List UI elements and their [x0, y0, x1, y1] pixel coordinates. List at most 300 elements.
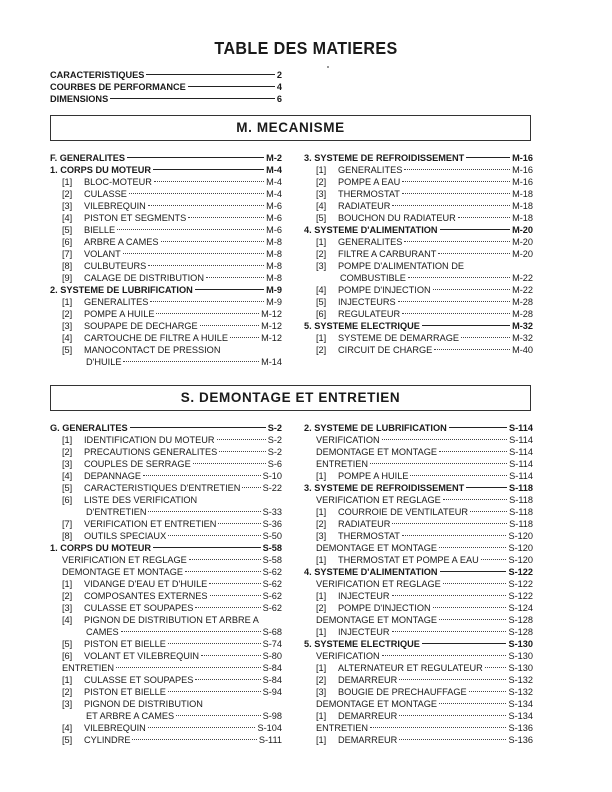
entry-page: M-9: [266, 285, 282, 295]
entry-page: S-10: [262, 471, 282, 481]
leader-dots: [123, 253, 264, 254]
entry-page: S-62: [262, 579, 282, 589]
toc-entry[interactable]: [50, 518, 282, 530]
entry-label: [3] THERMOSTAT: [316, 189, 400, 199]
entry-page: M-8: [266, 273, 282, 283]
entry-page: M-28: [512, 297, 533, 307]
toc-entry[interactable]: [50, 200, 282, 212]
toc-entry-first-line[interactable]: [50, 698, 282, 710]
leader-dots: [402, 313, 510, 314]
leader-dots: [168, 643, 261, 644]
leader-dots: [399, 679, 506, 680]
toc-entry[interactable]: [304, 626, 533, 638]
leader-dots: [161, 241, 265, 242]
entry-number: [1]: [62, 675, 73, 685]
leader-dots: [382, 439, 508, 440]
entry-label: [1] INJECTEUR: [316, 627, 390, 637]
entry-label: 3. SYSTEME DE REFROIDISSEMENT: [304, 153, 465, 163]
leader-dots: [230, 337, 259, 338]
leader-dots: [132, 739, 256, 740]
entry-page: S-132: [508, 687, 533, 697]
entry-page: S-122: [508, 579, 533, 589]
toc-entry[interactable]: [50, 188, 282, 200]
entry-number: [2]: [62, 189, 73, 199]
toc-subheading-entry[interactable]: [304, 458, 533, 470]
leader-line: [130, 427, 266, 428]
toc-heading-entry[interactable]: [304, 638, 533, 650]
entry-label: [1] DEMARREUR: [316, 711, 398, 721]
leader-dots: [370, 727, 506, 728]
toc-entry-first-line[interactable]: [50, 494, 282, 506]
entry-page: M-12: [261, 321, 282, 331]
toc-heading-entry[interactable]: [304, 422, 533, 434]
entry-number: [2]: [316, 603, 327, 613]
toc-entry[interactable]: [304, 470, 533, 482]
leader-line: [466, 157, 510, 158]
demontage-left-column: [50, 422, 282, 746]
toc-entry[interactable]: [50, 81, 282, 93]
entry-number: [5]: [62, 639, 73, 649]
toc-entry[interactable]: [50, 578, 282, 590]
leader-dots: [461, 337, 510, 338]
leader-dots: [392, 205, 510, 206]
entry-number: [3]: [62, 603, 73, 613]
entry-page: S-130: [508, 651, 533, 661]
entry-number: [4]: [62, 471, 73, 481]
toc-entry[interactable]: [50, 674, 282, 686]
toc-entry[interactable]: [50, 248, 282, 260]
leader-dots: [439, 619, 506, 620]
entry-page: S-120: [508, 555, 533, 565]
entry-label: [2] PRECAUTIONS GENERALITES: [62, 447, 218, 457]
entry-page: S-98: [262, 711, 282, 721]
entry-number: [4]: [62, 333, 73, 343]
leader-dots: [402, 181, 510, 182]
entry-label: [1] DEMARREUR: [316, 735, 398, 745]
toc-subheading-entry[interactable]: [304, 494, 533, 506]
leader-line: [422, 325, 510, 326]
entry-page: S-118: [508, 483, 533, 493]
toc-entry[interactable]: [50, 434, 282, 446]
entry-page: S-132: [508, 675, 533, 685]
toc-entry[interactable]: [50, 470, 282, 482]
entry-label: [2] COMPOSANTES EXTERNES: [62, 591, 208, 601]
entry-page: S-68: [262, 627, 282, 637]
entry-page: S-128: [508, 615, 533, 625]
entry-label: [2] POMPE A EAU: [316, 177, 401, 187]
toc-entry[interactable]: [50, 272, 282, 284]
entry-number: [1]: [316, 735, 327, 745]
entry-page: S-118: [509, 495, 533, 505]
entry-label: [2] FILTRE A CARBURANT: [316, 249, 437, 259]
toc-subheading-entry[interactable]: [50, 662, 282, 674]
toc-heading-entry[interactable]: [50, 542, 282, 554]
entry-page: S-36: [262, 519, 282, 529]
toc-subheading-entry[interactable]: [50, 554, 282, 566]
toc-entry[interactable]: [304, 284, 533, 296]
entry-page: M-22: [512, 285, 533, 295]
entry-page: S-6: [267, 459, 282, 469]
entry-label: D'ENTRETIEN: [86, 507, 147, 517]
entry-page: S-104: [257, 723, 282, 733]
toc-entry-continuation[interactable]: [50, 356, 282, 368]
entry-label: [3] THERMOSTAT: [316, 531, 400, 541]
toc-subheading-entry[interactable]: [304, 446, 533, 458]
leader-dots: [210, 595, 261, 596]
entry-page: M-18: [512, 189, 533, 199]
leader-dots: [195, 607, 260, 608]
entry-label: [3] COUPLES DE SERRAGE: [62, 459, 191, 469]
toc-entry[interactable]: [50, 458, 282, 470]
entry-page: M-14: [261, 357, 282, 367]
toc-entry[interactable]: [50, 212, 282, 224]
toc-entry[interactable]: [304, 602, 533, 614]
toc-entry[interactable]: [304, 344, 533, 356]
entry-label: 3. SYSTEME DE REFROIDISSEMENT: [304, 483, 465, 493]
entry-number: [1]: [62, 435, 73, 445]
leader-dots: [217, 439, 266, 440]
entry-label: [2] CIRCUIT DE CHARGE: [316, 345, 433, 355]
entry-label: [2] POMPE A HUILE: [62, 309, 155, 319]
toc-entry[interactable]: [304, 710, 533, 722]
demontage-right-column: [304, 422, 533, 746]
leader-dots: [195, 679, 260, 680]
entry-page: M-8: [266, 249, 282, 259]
mecanisme-right-column: [304, 152, 533, 356]
toc-subheading-entry[interactable]: [304, 614, 533, 626]
entry-page: S-130: [508, 663, 533, 673]
entry-number: [1]: [316, 627, 327, 637]
toc-heading-entry[interactable]: [50, 152, 282, 164]
toc-entry[interactable]: [50, 332, 282, 344]
toc-entry-continuation[interactable]: [50, 626, 282, 638]
toc-entry[interactable]: [304, 200, 533, 212]
entry-page: S-120: [508, 531, 533, 541]
entry-page: S-80: [262, 651, 282, 661]
entry-number: [2]: [62, 687, 73, 697]
leader-dots: [189, 559, 261, 560]
entry-page: S-111: [258, 735, 282, 745]
leader-dots: [148, 205, 264, 206]
entry-page: M-6: [266, 225, 282, 235]
entry-page: M-8: [266, 261, 282, 271]
entry-page: M-6: [266, 201, 282, 211]
section-heading-mecanisme: M. MECANISME: [50, 115, 531, 141]
toc-entry[interactable]: [50, 734, 282, 746]
toc-heading-entry[interactable]: [304, 224, 533, 236]
toc-heading-entry[interactable]: [304, 566, 533, 578]
entry-page: M-4: [266, 189, 282, 199]
leader-dots: [402, 193, 510, 194]
leader-dots: [469, 691, 507, 692]
entry-label: 5. SYSTEME ELECTRIQUE: [304, 639, 420, 649]
leader-dots: [404, 169, 510, 170]
toc-entry[interactable]: [304, 248, 533, 260]
toc-entry[interactable]: [304, 734, 533, 746]
entry-page: M-4: [266, 165, 282, 175]
entry-page: S-74: [262, 639, 282, 649]
entry-label: [1] COURROIE DE VENTILATEUR: [316, 507, 469, 517]
entry-page: S-124: [508, 603, 533, 613]
toc-entry[interactable]: [304, 674, 533, 686]
entry-number: [6]: [316, 309, 327, 319]
entry-number: [3]: [62, 459, 73, 469]
entry-label: [5] CYLINDRE: [62, 735, 131, 745]
toc-heading-entry[interactable]: [50, 422, 282, 434]
entry-number: [6]: [62, 651, 73, 661]
toc-entry[interactable]: [50, 308, 282, 320]
entry-label: 2. SYSTEME DE LUBRIFICATION: [304, 423, 447, 433]
leader-dots: [458, 217, 510, 218]
entry-number: [7]: [62, 519, 73, 529]
leader-dots: [433, 289, 510, 290]
toc-entry[interactable]: [50, 93, 282, 105]
entry-label: [1] GENERALITES: [316, 165, 403, 175]
toc-entry[interactable]: [304, 296, 533, 308]
entry-page: M-22: [512, 273, 533, 283]
entry-page: M-16: [512, 165, 533, 175]
leader-dots: [193, 463, 266, 464]
entry-label: [1] GENERALITES: [62, 297, 149, 307]
toc-entry[interactable]: [304, 212, 533, 224]
entry-label: [6] REGULATEUR: [316, 309, 401, 319]
toc-entry[interactable]: [50, 320, 282, 332]
toc-entry[interactable]: [50, 602, 282, 614]
entry-label: ENTRETIEN: [316, 723, 369, 733]
leader-line: [153, 169, 264, 170]
entry-page: M-40: [512, 345, 533, 355]
entry-label: [3] SOUPAPE DE DECHARGE: [62, 321, 198, 331]
entry-label: [3] PIGNON DE DISTRIBUTION: [62, 699, 203, 709]
entry-label: [1] GENERALITES: [316, 237, 403, 247]
toc-entry[interactable]: [304, 590, 533, 602]
toc-entry[interactable]: [304, 188, 533, 200]
entry-page: M-32: [512, 321, 533, 331]
toc-entry[interactable]: [304, 554, 533, 566]
toc-entry[interactable]: [304, 236, 533, 248]
leader-dots: [404, 241, 510, 242]
entry-number: [1]: [316, 555, 327, 565]
entry-page: M-18: [512, 213, 533, 223]
toc-entry[interactable]: [304, 662, 533, 674]
entry-number: [2]: [316, 345, 327, 355]
toc-entry[interactable]: [50, 446, 282, 458]
toc-heading-entry[interactable]: [304, 482, 533, 494]
entry-label: [4] RADIATEUR: [316, 201, 391, 211]
entry-page: M-4: [266, 177, 282, 187]
leader-dots: [402, 535, 507, 536]
entry-number: [3]: [62, 201, 73, 211]
toc-entry[interactable]: [50, 650, 282, 662]
leader-dots: [433, 607, 507, 608]
entry-label: [5] MANOCONTACT DE PRESSION: [62, 345, 221, 355]
entry-label: [6] VOLANT ET VILEBREQUIN: [62, 651, 200, 661]
leader-dots: [123, 361, 259, 362]
entry-page: S-122: [508, 591, 533, 601]
entry-number: [5]: [316, 213, 327, 223]
entry-number: [1]: [316, 165, 327, 175]
entry-number: [1]: [316, 471, 327, 481]
entry-label: [5] CARACTERISTIQUES D'ENTRETIEN: [62, 483, 241, 493]
entry-page: M-20: [512, 225, 533, 235]
entry-page: S-136: [508, 723, 533, 733]
entry-page: 4: [276, 82, 282, 92]
leader-line: [146, 74, 274, 75]
toc-entry[interactable]: [50, 69, 282, 81]
toc-entry[interactable]: [50, 638, 282, 650]
entry-label: 2. SYSTEME DE LUBRIFICATION: [50, 285, 193, 295]
toc-entry[interactable]: [304, 332, 533, 344]
toc-entry-first-line[interactable]: [50, 614, 282, 626]
toc-entry[interactable]: [50, 686, 282, 698]
toc-entry[interactable]: [50, 176, 282, 188]
entry-number: [3]: [316, 189, 327, 199]
entry-number: [5]: [62, 345, 73, 355]
toc-entry-continuation[interactable]: [304, 272, 533, 284]
toc-entry[interactable]: [50, 296, 282, 308]
entry-page: S-22: [262, 483, 282, 493]
entry-number: [1]: [62, 579, 73, 589]
toc-subheading-entry[interactable]: [304, 578, 533, 590]
entry-label: [3] CULASSE ET SOUPAPES: [62, 603, 194, 613]
toc-entry-first-line[interactable]: [304, 260, 533, 272]
entry-label: [2] DEMARREUR: [316, 675, 398, 685]
leader-dots: [410, 475, 507, 476]
leader-line: [195, 289, 264, 290]
leader-dots: [242, 487, 260, 488]
leader-dots: [200, 325, 259, 326]
entry-number: [8]: [62, 531, 73, 541]
entry-label: [4] CARTOUCHE DE FILTRE A HUILE: [62, 333, 228, 343]
entry-label: COMBUSTIBLE: [340, 273, 406, 283]
entry-page: S-122: [508, 567, 533, 577]
entry-number: [6]: [62, 495, 73, 505]
entry-page: 2: [276, 70, 282, 80]
leader-dots: [439, 547, 506, 548]
entry-label: [4] POMPE D'INJECTION: [316, 285, 431, 295]
entry-label: [2] PISTON ET BIELLE: [62, 687, 166, 697]
leader-dots: [129, 193, 264, 194]
entry-label: [1] BLOC-MOTEUR: [62, 177, 152, 187]
entry-page: S-130: [508, 639, 533, 649]
entry-label: [1] THERMOSTAT ET POMPE A EAU: [316, 555, 479, 565]
entry-number: [2]: [316, 519, 327, 529]
toc-entry[interactable]: [50, 224, 282, 236]
toc-entry[interactable]: [304, 308, 533, 320]
leader-dots: [185, 571, 261, 572]
entry-page: S-114: [508, 423, 533, 433]
entry-page: S-2: [267, 447, 282, 457]
toc-subheading-entry[interactable]: [304, 698, 533, 710]
entry-label: ENTRETIEN: [62, 663, 115, 673]
toc-subheading-entry[interactable]: [304, 542, 533, 554]
leader-dots: [485, 667, 507, 668]
entry-label: VERIFICATION: [316, 435, 380, 445]
toc-entry[interactable]: [50, 236, 282, 248]
toc-entry[interactable]: [304, 164, 533, 176]
entry-number: [4]: [316, 201, 327, 211]
toc-heading-entry[interactable]: [50, 284, 282, 296]
entry-label: COURBES DE PERFORMANCE: [50, 82, 186, 92]
toc-subheading-entry[interactable]: [304, 722, 533, 734]
leader-dots: [443, 583, 507, 584]
toc-entry[interactable]: [50, 590, 282, 602]
toc-entry[interactable]: [50, 530, 282, 542]
speck-mark: [327, 66, 329, 68]
entry-page: M-20: [512, 249, 533, 259]
entry-page: S-62: [262, 567, 282, 577]
entry-number: [2]: [62, 309, 73, 319]
leader-dots: [398, 301, 510, 302]
toc-entry-continuation[interactable]: [50, 506, 282, 518]
entry-label: DEMONTAGE ET MONTAGE: [316, 615, 437, 625]
toc-heading-entry[interactable]: [304, 320, 533, 332]
entry-label: [4] PISTON ET SEGMENTS: [62, 213, 187, 223]
entry-number: [6]: [62, 237, 73, 247]
entry-page: S-136: [508, 735, 533, 745]
leader-dots: [392, 631, 507, 632]
entry-page: S-114: [509, 447, 533, 457]
leader-dots: [168, 535, 260, 536]
leader-dots: [121, 631, 261, 632]
entry-label: VERIFICATION ET REGLAGE: [316, 579, 441, 589]
leader-dots: [188, 217, 264, 218]
toc-entry-continuation[interactable]: [50, 710, 282, 722]
entry-page: S-58: [262, 555, 282, 565]
entry-number: [1]: [316, 663, 327, 673]
entry-label: VERIFICATION: [316, 651, 380, 661]
entry-number: [4]: [316, 285, 327, 295]
toc-heading-entry[interactable]: [304, 152, 533, 164]
leader-dots: [148, 265, 264, 266]
entry-label: [8] OUTILS SPECIAUX: [62, 531, 167, 541]
entry-label: [7] VOLANT: [62, 249, 121, 259]
entry-page: M-12: [261, 309, 282, 319]
toc-entry[interactable]: [50, 722, 282, 734]
leader-dots: [168, 691, 261, 692]
toc-entry[interactable]: [304, 176, 533, 188]
toc-entry[interactable]: [50, 260, 282, 272]
toc-heading-entry[interactable]: [50, 164, 282, 176]
leader-dots: [148, 511, 260, 512]
entry-label: DEMONTAGE ET MONTAGE: [316, 543, 437, 553]
entry-page: S-114: [509, 459, 533, 469]
toc-entry[interactable]: [304, 518, 533, 530]
entry-label: [1] IDENTIFICATION DU MOTEUR: [62, 435, 215, 445]
toc-entry[interactable]: [50, 482, 282, 494]
toc-entry[interactable]: [304, 686, 533, 698]
entry-page: S-114: [509, 471, 533, 481]
entry-number: [8]: [62, 261, 73, 271]
entry-page: S-120: [508, 543, 533, 553]
toc-subheading-entry[interactable]: [304, 434, 533, 446]
leader-dots: [382, 655, 507, 656]
leader-dots: [143, 475, 261, 476]
entry-number: [5]: [62, 483, 73, 493]
toc-entry-first-line[interactable]: [50, 344, 282, 356]
leader-dots: [439, 703, 506, 704]
entry-page: M-20: [512, 237, 533, 247]
toc-subheading-entry[interactable]: [50, 566, 282, 578]
entry-label: [8] CULBUTEURS: [62, 261, 147, 271]
toc-entry[interactable]: [304, 530, 533, 542]
entry-label: [1] ALTERNATEUR ET REGULATEUR: [316, 663, 483, 673]
entry-label: F. GENERALITES: [50, 153, 126, 163]
entry-page: S-62: [262, 591, 282, 601]
entry-page: S-114: [509, 435, 533, 445]
toc-subheading-entry[interactable]: [304, 650, 533, 662]
toc-entry[interactable]: [304, 506, 533, 518]
